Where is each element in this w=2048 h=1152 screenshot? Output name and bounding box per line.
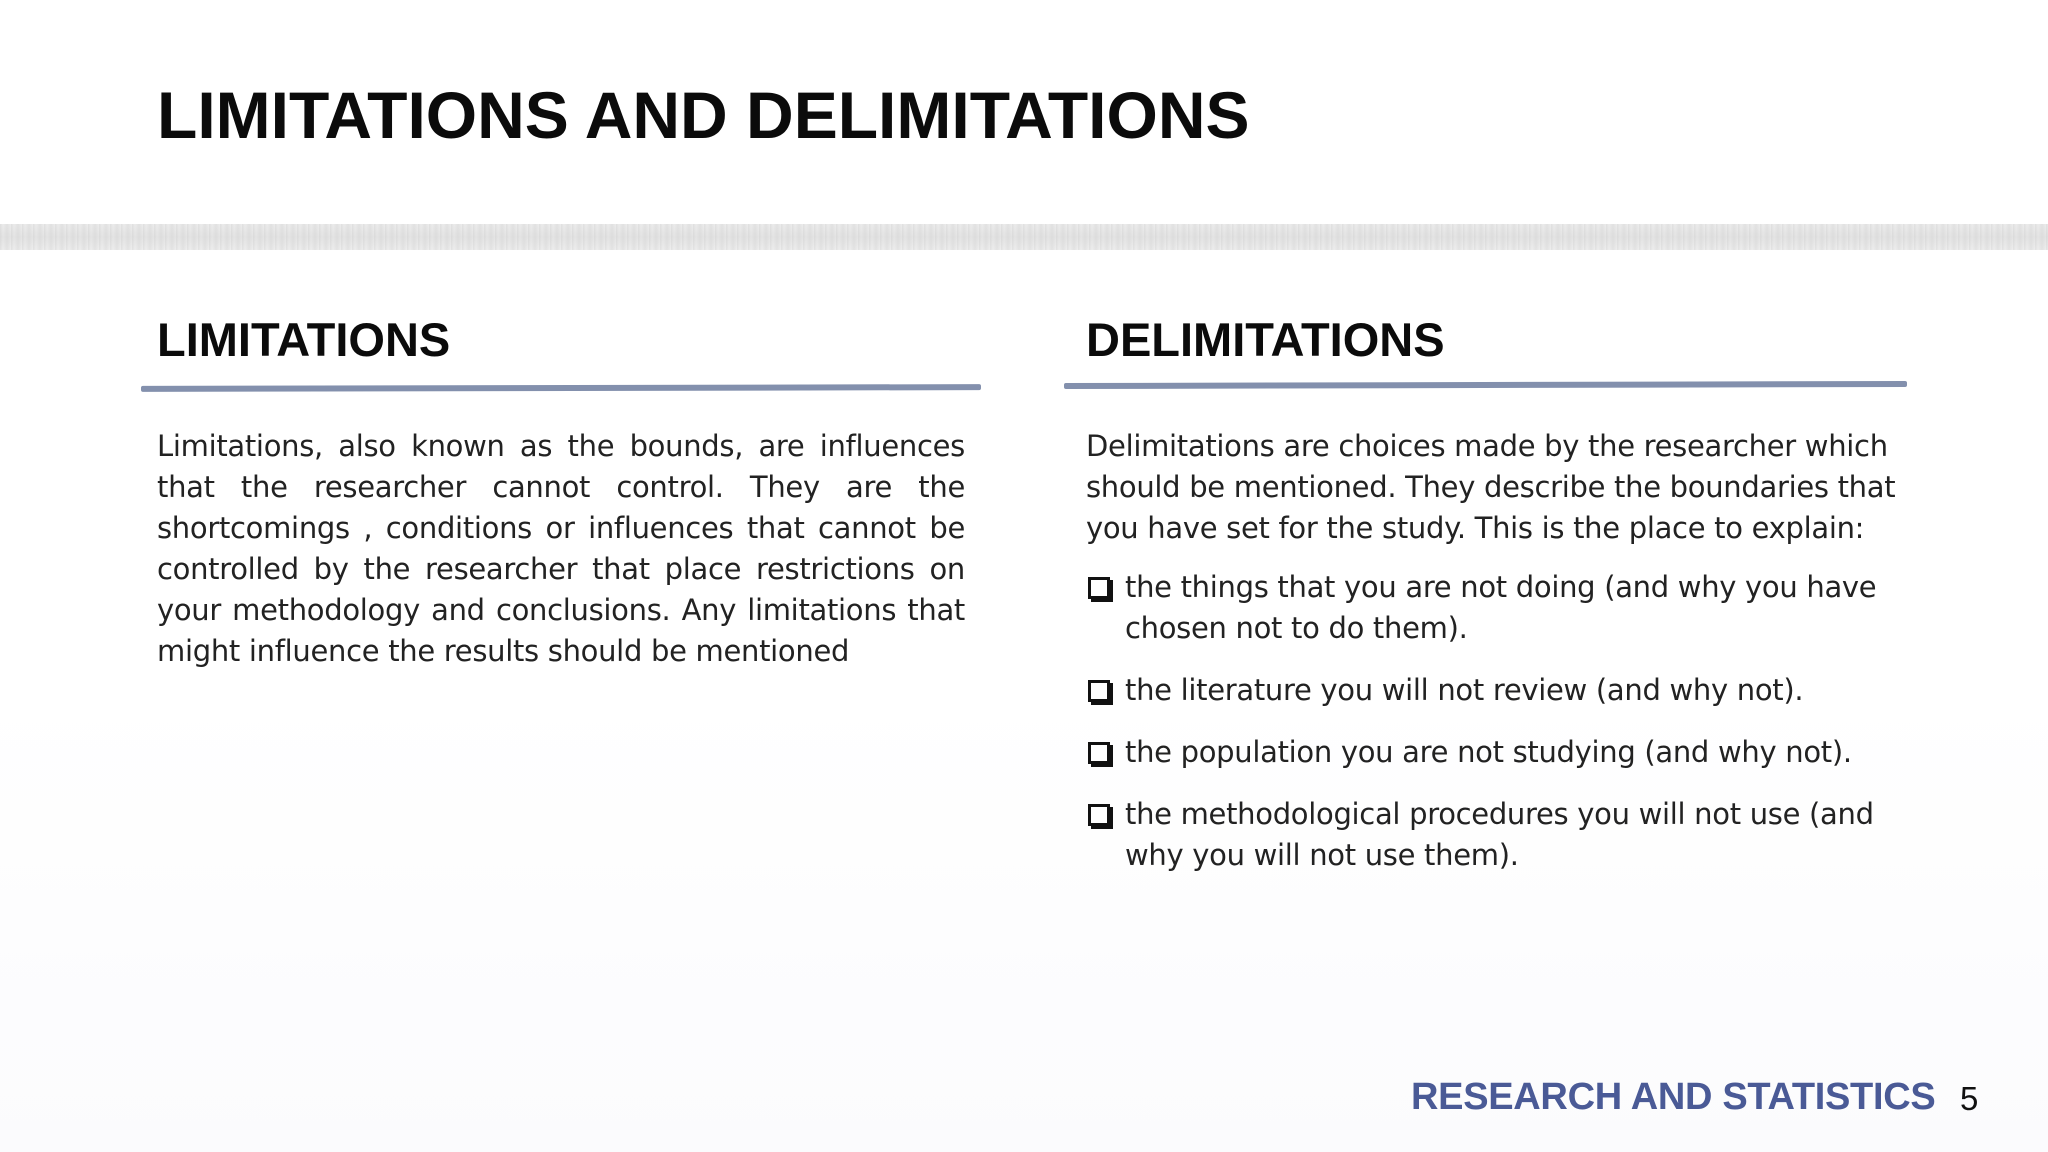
limitations-body: Limitations, also known as the bounds, are influences that the researcher cannot control. They are the shortcomings , conditions or influences that cannot be controlled by the researcher that place restrictions on your methodology and conclusions. Any limitations that might influence the results should be mentioned (157, 429, 965, 668)
list-item (1086, 732, 1896, 773)
page-number: 5 (1960, 1080, 1979, 1117)
checkbox-icon (1088, 680, 1110, 702)
checkbox-icon (1088, 804, 1110, 826)
decorative-texture-band (0, 224, 2048, 250)
list-item (1086, 670, 1896, 711)
checkbox-icon (1088, 577, 1110, 599)
limitations-divider (141, 384, 981, 392)
list-item-text: the things that you are not doing (and why you have chosen not to do them). (1125, 570, 1877, 645)
limitations-heading: LIMITATIONS (157, 313, 451, 366)
checkbox-icon (1088, 742, 1110, 764)
footer-title: RESEARCH AND STATISTICS (1411, 1076, 1936, 1118)
list-item-text: the population you are not studying (and why not). (1125, 735, 1852, 769)
list-item (1086, 794, 1896, 876)
delimitations-list (1086, 567, 1896, 897)
list-item-text: the methodological procedures you will not use (and why you will not use them). (1125, 797, 1874, 872)
list-item (1086, 567, 1896, 649)
slide-title: LIMITATIONS AND DELIMITATIONS (157, 78, 1250, 152)
delimitations-divider (1064, 381, 1907, 389)
delimitations-heading: DELIMITATIONS (1086, 313, 1445, 366)
delimitations-intro: Delimitations are choices made by the researcher which should be mentioned. They describe the boundaries that you have set for the study. This is the place to explain: (1086, 429, 1896, 545)
list-item-text: the literature you will not review (and why not). (1125, 673, 1804, 707)
